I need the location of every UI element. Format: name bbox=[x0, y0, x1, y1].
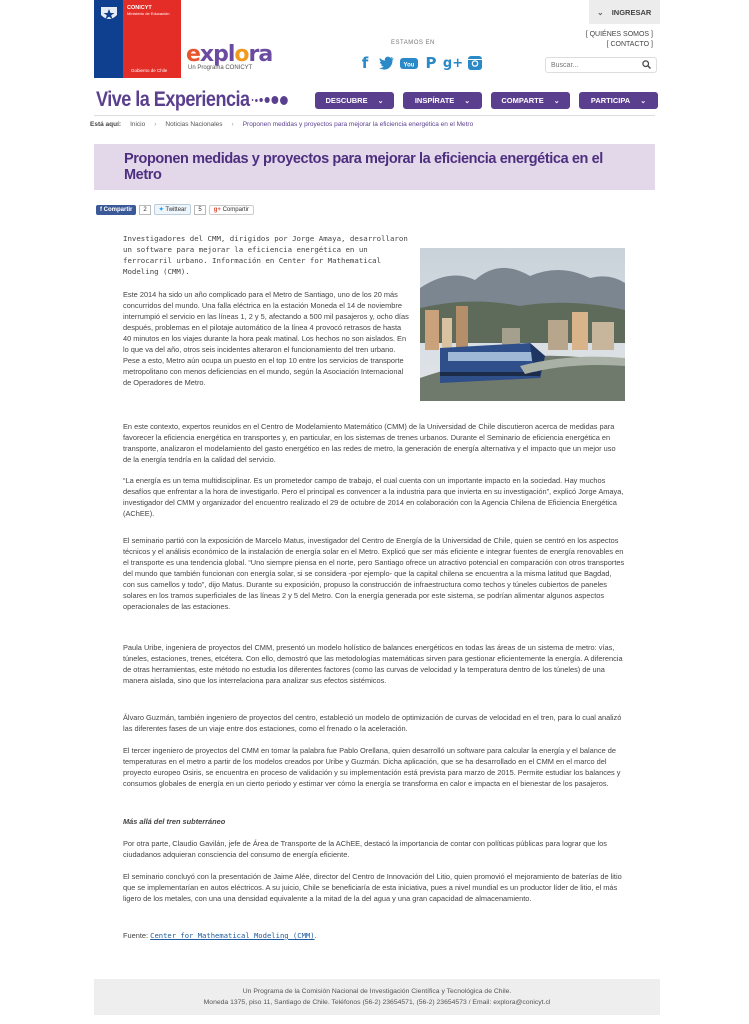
explora-wordmark: explora bbox=[186, 42, 273, 67]
chevron-down-icon: ⌄ bbox=[377, 97, 384, 105]
ingresar-button[interactable] bbox=[589, 0, 660, 24]
logo-blue-band bbox=[94, 0, 123, 78]
footer-line-1: Un Programa de la Comisión Nacional de Investigación Científica y Tecnológica de Chile. bbox=[242, 988, 512, 995]
top-links bbox=[586, 30, 653, 50]
twitter-icon: ✦ bbox=[158, 207, 166, 213]
menu-inspirate[interactable] bbox=[403, 92, 482, 109]
article-source: Fuente: Center for Mathematical Modeling (CMM). bbox=[123, 931, 317, 940]
conicyt-name: CONICYT bbox=[127, 5, 152, 11]
tagline-dots bbox=[251, 96, 287, 105]
estamos-en-label: ESTAMOS EN bbox=[391, 40, 435, 46]
googleplus-share-label: Compartir bbox=[222, 206, 249, 213]
site-tagline bbox=[96, 88, 287, 112]
paragraph-quote-amaya: “La energía es un tema multidisciplinar. Es un prometedor campo de trabajo, el cual cuenta con un importante impacto en la sociedad. Hay muchos desafíos que enfrentar a la hora de investigarlo. Pero el principal es convencer a la industria para que invierta en su investigación”, explicó Jorge Amaya, investigador del CMM y organizador del encuentro realizado el 29 de octubre de 2014 en colaboración con la Agencia Chilena de Eficiencia Energética (AChEE). bbox=[123, 476, 624, 518]
facebook-icon[interactable]: f bbox=[361, 54, 369, 72]
chevron-down-icon: ⌄ bbox=[553, 97, 560, 105]
menu-label: COMPARTE bbox=[501, 96, 544, 105]
breadcrumb-separator-icon: › bbox=[154, 121, 157, 128]
explora-subtitle: Un Programa CONICYT bbox=[188, 65, 253, 71]
page-footer bbox=[94, 979, 660, 1015]
googleplus-icon: g+ bbox=[213, 206, 223, 213]
breadcrumb-noticias[interactable]: Noticias Nacionales bbox=[165, 121, 223, 128]
menu-label: DESCUBRE bbox=[325, 96, 368, 105]
menu-descubre[interactable] bbox=[315, 92, 394, 109]
social-links bbox=[356, 54, 484, 72]
paragraph-guzman: Álvaro Guzmán, también ingeniero de proyectos del centro, estableció un modelo de optimización de curvas de velocidad en el tren, para lo cual analizó las diferentes fases de un viaje entre dos estaciones, como el frenado o la aceleración. bbox=[123, 713, 622, 733]
header-divider bbox=[94, 115, 655, 116]
paragraph-matus: El seminario partió con la exposición de Marcelo Matus, investigador del Centro de Energía de la Universidad de Chile, quien se centró en los aspectos técnicos y el análisis económico de la instalación de energía solar en el Metro. Explicó que ser más eficiente e integrar fuentes de energía renovables en el transporte es una tendencia global. “Uno siempre piensa en el norte, pero Santiago ofrece un atractivo potencial en comparación con otros transportes del mundo que también funcionan con energía solar, si se considera -por ejemplo- que la capital chilena se encuentra a la misma latitud que Bagdad, con sus camellos y todo”, dijo Matus. Durante su exposición, propuso la construcción de infraestructura como techos y túneles cubiertos de paneles solares en los tramos superficiales de las líneas 2 y 5 del Metro. Con la energía generada por este sistema, se podrían alimentar algunos aspectos operacionales de las estaciones. bbox=[123, 536, 625, 611]
metro-photo bbox=[420, 248, 625, 401]
googleplus-icon[interactable]: g+ bbox=[442, 55, 464, 71]
ingresar-label: INGRESAR bbox=[611, 7, 652, 17]
gobierno-logo[interactable] bbox=[94, 0, 181, 78]
svg-text:You: You bbox=[403, 62, 415, 69]
facebook-share-label: Compartir bbox=[103, 206, 133, 213]
contacto-link[interactable]: [ CONTACTO ] bbox=[606, 41, 653, 48]
search-icon[interactable] bbox=[642, 60, 651, 71]
pinterest-icon[interactable]: P bbox=[425, 54, 437, 72]
paragraph-orellana: El tercer ingeniero de proyectos del CMM en tomar la palabra fue Pablo Orellana, quien desarrolló un software para calcular la energía y el balance de temperaturas en el metro a partir de los modelos creados por Uribe y Guzmán. Dicha aplicación, que se ha desarrollado en el CMM en el marco del proyecto europeo Osiris, se encuentra en proceso de validación y su implementación está prevista para marzo de 2015. Permite estudiar los balances y consumos globales de energía en un cierto periodo y estimar ver cómo la energía se transforma en calor e impacta en el bienestar de los pasajeros. bbox=[123, 746, 621, 788]
twitter-share-button[interactable] bbox=[154, 204, 192, 215]
breadcrumb-label: Está aquí: bbox=[90, 121, 122, 128]
menu-label: INSPÍRATE bbox=[414, 96, 455, 105]
footer-line-2: Moneda 1375, piso 11, Santiago de Chile. Teléfonos (56-2) 23654571, (56-2) 23654573 / Email: explora@conicyt.cl bbox=[203, 999, 551, 1006]
search-input[interactable] bbox=[551, 62, 639, 69]
paragraph-alee: El seminario concluyó con la presentación de Jaime Alée, director del Centro de Innovación del Litio, quien promovió el mejoramiento de baterías de litio que se implementarían en autos eléctricos. A su juicio, Chile se beneficiaría de esta iniciativa, pues a nivel mundial es un productor líder de litio, el más ligero de los metales, con una una densidad equivalente a la mitad de la del agua y una gran capacidad de almacenamiento. bbox=[123, 872, 622, 903]
share-bar bbox=[96, 204, 254, 215]
paragraph-uribe: Paula Uribe, ingeniera de proyectos del CMM, presentó un modelo holístico de balances energéticos en todas las áreas de un sistema de metro: vías, túneles, estaciones, trenes, etcétera. Con ello, demostró que las metodologías matemáticas sirven para gestionar eficientemente la energía. A diferencia de otras herramientas, este método no estudia los diferentes factores (como las curvas de velocidad y la temperatura dentro de los túneles) de una manera aislada, sino que los interrelaciona para analizar sus efectos sistémicos. bbox=[123, 643, 623, 685]
twitter-icon[interactable] bbox=[378, 54, 396, 72]
conicyt-label bbox=[127, 5, 169, 17]
article-lead: Investigadores del CMM, dirigidos por Jorge Amaya, desarrollaron un software para mejorar la eficiencia energética en un ferrocarril urbano. Información en Center for Mathematical Modeling (CMM). bbox=[123, 234, 408, 276]
breadcrumb bbox=[90, 121, 473, 128]
quienes-somos-link[interactable]: [ QUIÉNES SOMOS ] bbox=[585, 31, 653, 38]
breadcrumb-inicio[interactable]: Inicio bbox=[130, 121, 146, 128]
chevron-down-icon: ⌄ bbox=[464, 97, 471, 105]
googleplus-share-button[interactable] bbox=[209, 205, 254, 215]
facebook-share-count: 2 bbox=[139, 205, 150, 215]
breadcrumb-separator-icon: › bbox=[231, 121, 234, 128]
breadcrumb-current: Proponen medidas y proyectos para mejorar la eficiencia energética en el Metro bbox=[242, 121, 474, 128]
chevron-down-icon: ⌄ bbox=[597, 7, 604, 17]
explora-logo[interactable] bbox=[186, 42, 273, 80]
twitter-share-label: Twittear bbox=[165, 207, 187, 213]
tagline-text: Vive la Experiencia bbox=[96, 88, 250, 111]
instagram-icon[interactable] bbox=[466, 54, 484, 72]
menu-comparte[interactable] bbox=[491, 92, 570, 109]
paragraph-context: En este contexto, expertos reunidos en el Centro de Modelamiento Matemático (CMM) de la Universidad de Chile discutieron acerca de medidas para favorecer la eficiencia energética en transportes y, en particular, en los sistemas de trenes urbanos. Durante el Seminario de eficiencia energética en transporte, analizaron el modelamiento del gasto energético en las redes de metro, la generación de energía alternativa y el impacto que un mejor uso de la energía tendría en la calidad del servicio. bbox=[123, 422, 616, 464]
chile-shield-icon bbox=[98, 4, 120, 24]
source-label: Fuente: bbox=[123, 931, 149, 940]
menu-label: PARTICIPA bbox=[590, 96, 631, 105]
main-menu bbox=[315, 92, 658, 109]
paragraph-gavilan: Por otra parte, Claudio Gavilán, jefe de Área de Transporte de la AChEE, destacó la importancia de contar con políticas públicas para lograr que los ciudadanos adquieran consciencia del consumo de energía eficiente. bbox=[123, 839, 607, 859]
search-box bbox=[545, 57, 657, 73]
source-link[interactable]: Center for Mathematical Modeling (CMM) bbox=[150, 931, 315, 940]
article-subheading: Más allá del tren subterráneo bbox=[123, 817, 226, 826]
facebook-share-button[interactable] bbox=[96, 205, 136, 215]
chevron-down-icon: ⌄ bbox=[640, 97, 647, 105]
twitter-share-count: 5 bbox=[194, 205, 205, 215]
gobierno-label: Gobierno de Chile bbox=[131, 68, 168, 73]
page-title: Proponen medidas y proyectos para mejorar la eficiencia energética en el Metro bbox=[124, 151, 603, 183]
youtube-icon[interactable] bbox=[400, 54, 418, 72]
ministry-name: Ministerio de Educación bbox=[127, 11, 170, 16]
facebook-icon: f bbox=[100, 206, 104, 213]
menu-participa[interactable] bbox=[579, 92, 658, 109]
logo-red-band bbox=[123, 0, 181, 78]
paragraph-intro: Este 2014 ha sido un año complicado para el Metro de Santiago, uno de los 20 más concurridos del mundo. Una falla eléctrica en la estación Moneda el 14 de noviembre interrumpió el servicio en las líneas 1, 2 y 5, afectando a 500 mil pasajeros y, ocho días después, problemas en el pilotaje automático de la línea 4 provocó retrasos de hasta 40 minutos en los viajes durante la hora peak matinal. Los hechos no son aislados. En lo que va del año, otros seis incidentes alteraron el funcionamiento del tren urbano. Pese a esto, Metro aún ocupa un puesto en el top 10 entre los servicios de transporte metropolitano con menos deficiencias en el mundo, según la Asociación Internacional de Operadores de Metro. bbox=[123, 290, 409, 387]
article-title-box bbox=[94, 144, 655, 190]
